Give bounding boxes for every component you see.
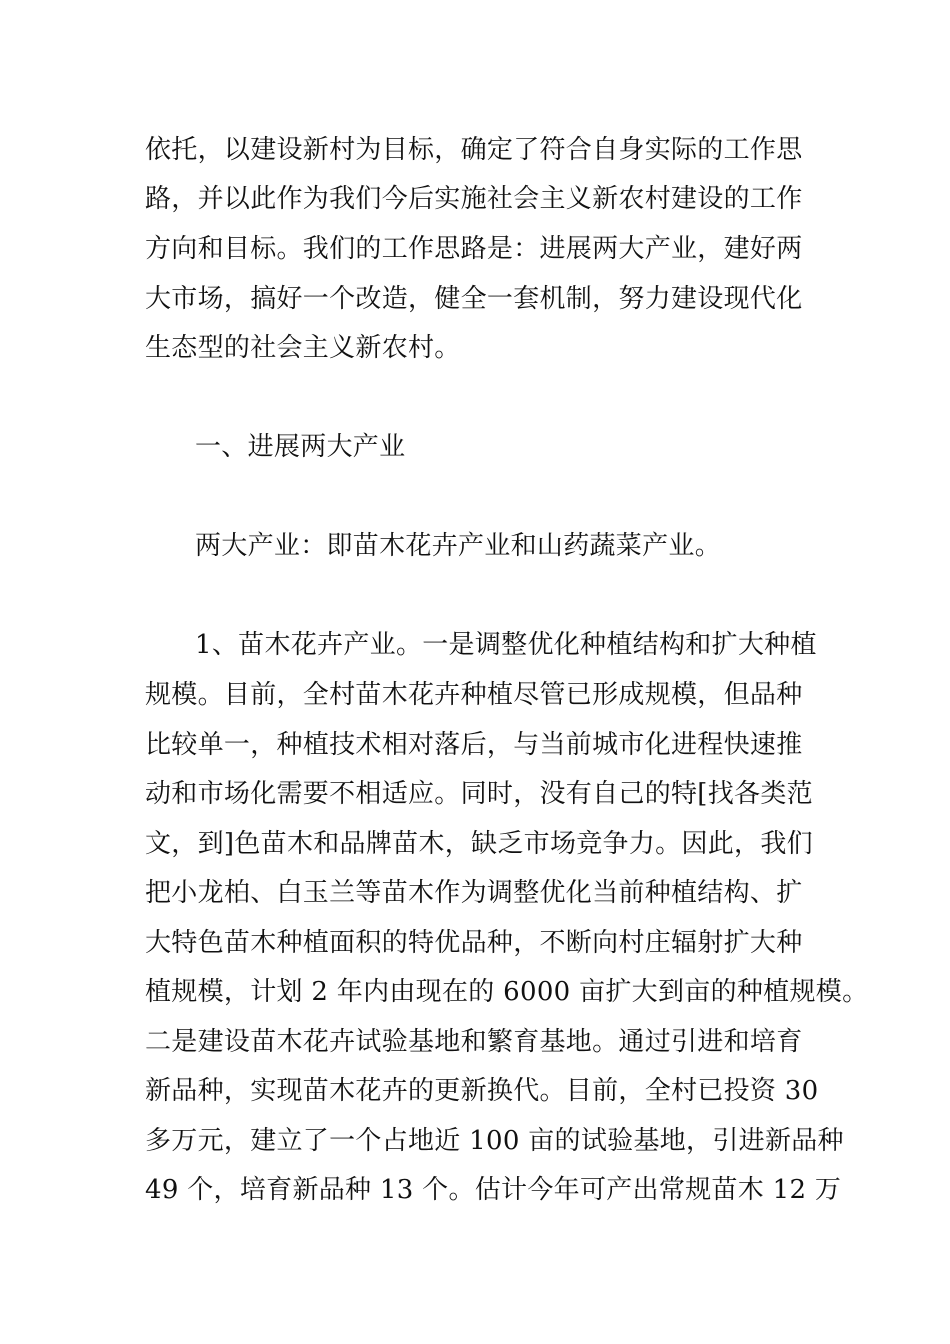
section-heading: 一、进展两大产业 <box>195 432 406 462</box>
intro-line-1: 依托，以建设新村为目标，确定了符合自身实际的工作思 <box>145 135 803 165</box>
nursery-line-9: 二是建设苗木花卉试验基地和繁育基地。通过引进和培育 <box>145 1027 803 1057</box>
nursery-line-3: 比较单一，种植技术相对落后，与当前城市化进程快速推 <box>145 730 803 760</box>
nursery-line-7: 大特色苗木种植面积的特优品种，不断向村庄辐射扩大种 <box>145 928 803 958</box>
nursery-line-11: 多万元，建立了一个占地近 100 亩的试验基地，引进新品种 <box>145 1126 844 1156</box>
intro-line-4: 大市场，搞好一个改造，健全一套机制，努力建设现代化 <box>145 284 803 314</box>
two-industries-paragraph: 两大产业：即苗木花卉产业和山药蔬菜产业。 <box>195 531 722 561</box>
nursery-line-10: 新品种，实现苗木花卉的更新换代。目前，全村已投资 30 <box>145 1076 819 1106</box>
nursery-line-4: 动和市场化需要不相适应。同时，没有自己的特[找各类范 <box>145 779 813 809</box>
nursery-line-6: 把小龙柏、白玉兰等苗木作为调整优化当前种植结构、扩 <box>145 878 803 908</box>
nursery-line-5: 文，到]色苗木和品牌苗木，缺乏市场竞争力。因此，我们 <box>145 829 813 859</box>
nursery-line-2: 规模。目前，全村苗木花卉种植尽管已形成规模，但品种 <box>145 680 803 710</box>
nursery-line-8: 植规模，计划 2 年内由现在的 6000 亩扩大到亩的种植规模。 <box>145 977 869 1007</box>
intro-line-3: 方向和目标。我们的工作思路是：进展两大产业，建好两 <box>145 234 803 264</box>
nursery-line-12: 49 个，培育新品种 13 个。估计今年可产出常规苗木 12 万 <box>145 1175 842 1205</box>
intro-line-5: 生态型的社会主义新农村。 <box>145 333 461 363</box>
intro-line-2: 路，并以此作为我们今后实施社会主义新农村建设的工作 <box>145 184 803 214</box>
nursery-line-1: 1、苗木花卉产业。一是调整优化种植结构和扩大种植 <box>195 630 817 660</box>
